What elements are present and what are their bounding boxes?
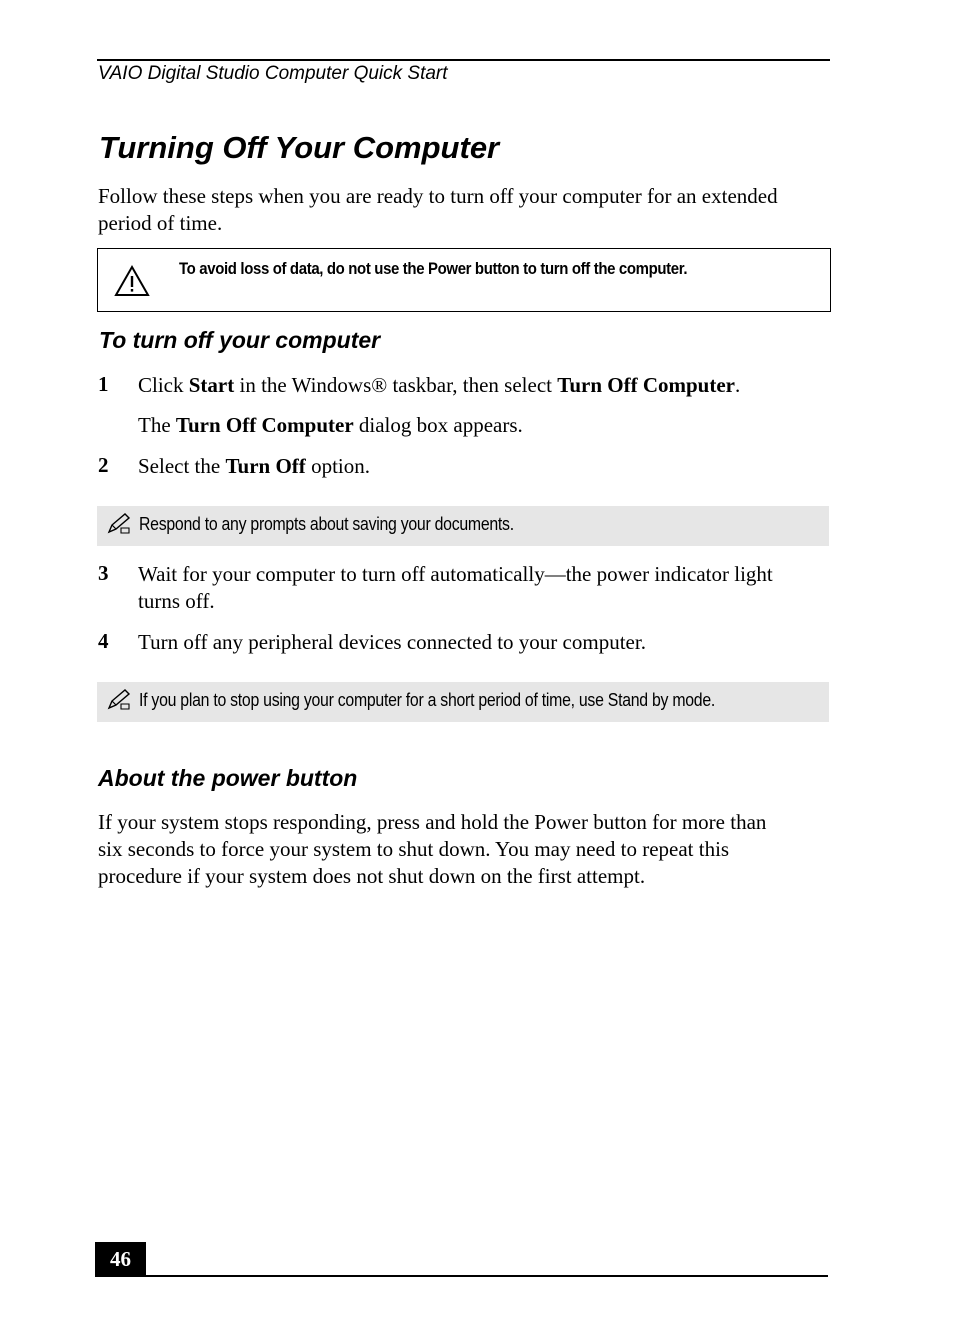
page-number: 46 [95, 1242, 146, 1276]
step-1-result-part-1: The [138, 413, 176, 437]
header-rule [97, 59, 830, 61]
step-1-turn-off-computer-label: Turn Off Computer [557, 373, 735, 397]
step-3-text [138, 561, 838, 615]
note-pencil-icon [107, 512, 131, 534]
note-callout-1 [97, 506, 829, 546]
about-title: About the power button [98, 765, 358, 791]
intro-line-2: period of time. [98, 211, 223, 235]
step-4-number: 4 [98, 629, 109, 653]
step-3-line-2: turns off. [138, 589, 215, 613]
step-3-number: 3 [98, 561, 109, 585]
note-text-1: Respond to any prompts about saving your documents. [139, 514, 514, 534]
step-2-part-2: option. [305, 454, 370, 478]
step-2-turn-off-label: Turn Off [225, 454, 306, 478]
step-1-result-part-2: dialog box appears. [353, 413, 523, 437]
step-1-text [138, 372, 838, 399]
warning-callout [97, 248, 831, 312]
step-1-number: 1 [98, 372, 109, 396]
step-1-result-dialog-label: Turn Off Computer [175, 413, 354, 437]
warning-text: To avoid loss of data, do not use the Power button to turn off the computer. [179, 259, 688, 278]
about-line-2: six seconds to force your system to shut down. You may need to repeat this [98, 837, 730, 861]
note-pencil-icon [107, 688, 131, 710]
about-line-3: procedure if your system does not shut down on the first attempt. [98, 864, 646, 888]
intro-paragraph [98, 183, 838, 237]
procedure-title: To turn off your computer [99, 327, 381, 353]
step-1-part-3: . [734, 373, 741, 397]
step-3-line-1: Wait for your computer to turn off automatically—the power indicator light [138, 562, 773, 586]
intro-line-1: Follow these steps when you are ready to turn off your computer for an extended [98, 184, 778, 208]
running-header: VAIO Digital Studio Computer Quick Start [98, 63, 448, 84]
step-1-part-1: Click [138, 373, 189, 397]
note-text-2: If you plan to stop using your computer for a short period of time, use Stand by mode. [139, 690, 716, 710]
step-2-number: 2 [98, 453, 109, 477]
section-title: Turning Off Your Computer [99, 130, 500, 165]
step-1-part-2: in the Windows® taskbar, then select [234, 373, 558, 397]
step-2-part-1: Select the [138, 454, 226, 478]
warning-triangle-icon [114, 264, 150, 298]
about-paragraph [98, 809, 838, 890]
step-1-start-label: Start [188, 373, 235, 397]
step-4-text: Turn off any peripheral devices connected to your computer. [138, 630, 646, 654]
about-line-1: If your system stops responding, press and hold the Power button for more than [98, 810, 767, 834]
step-2-text [138, 453, 838, 480]
footer-rule [95, 1275, 828, 1277]
note-callout-2 [97, 682, 829, 722]
step-1-result [138, 412, 838, 439]
